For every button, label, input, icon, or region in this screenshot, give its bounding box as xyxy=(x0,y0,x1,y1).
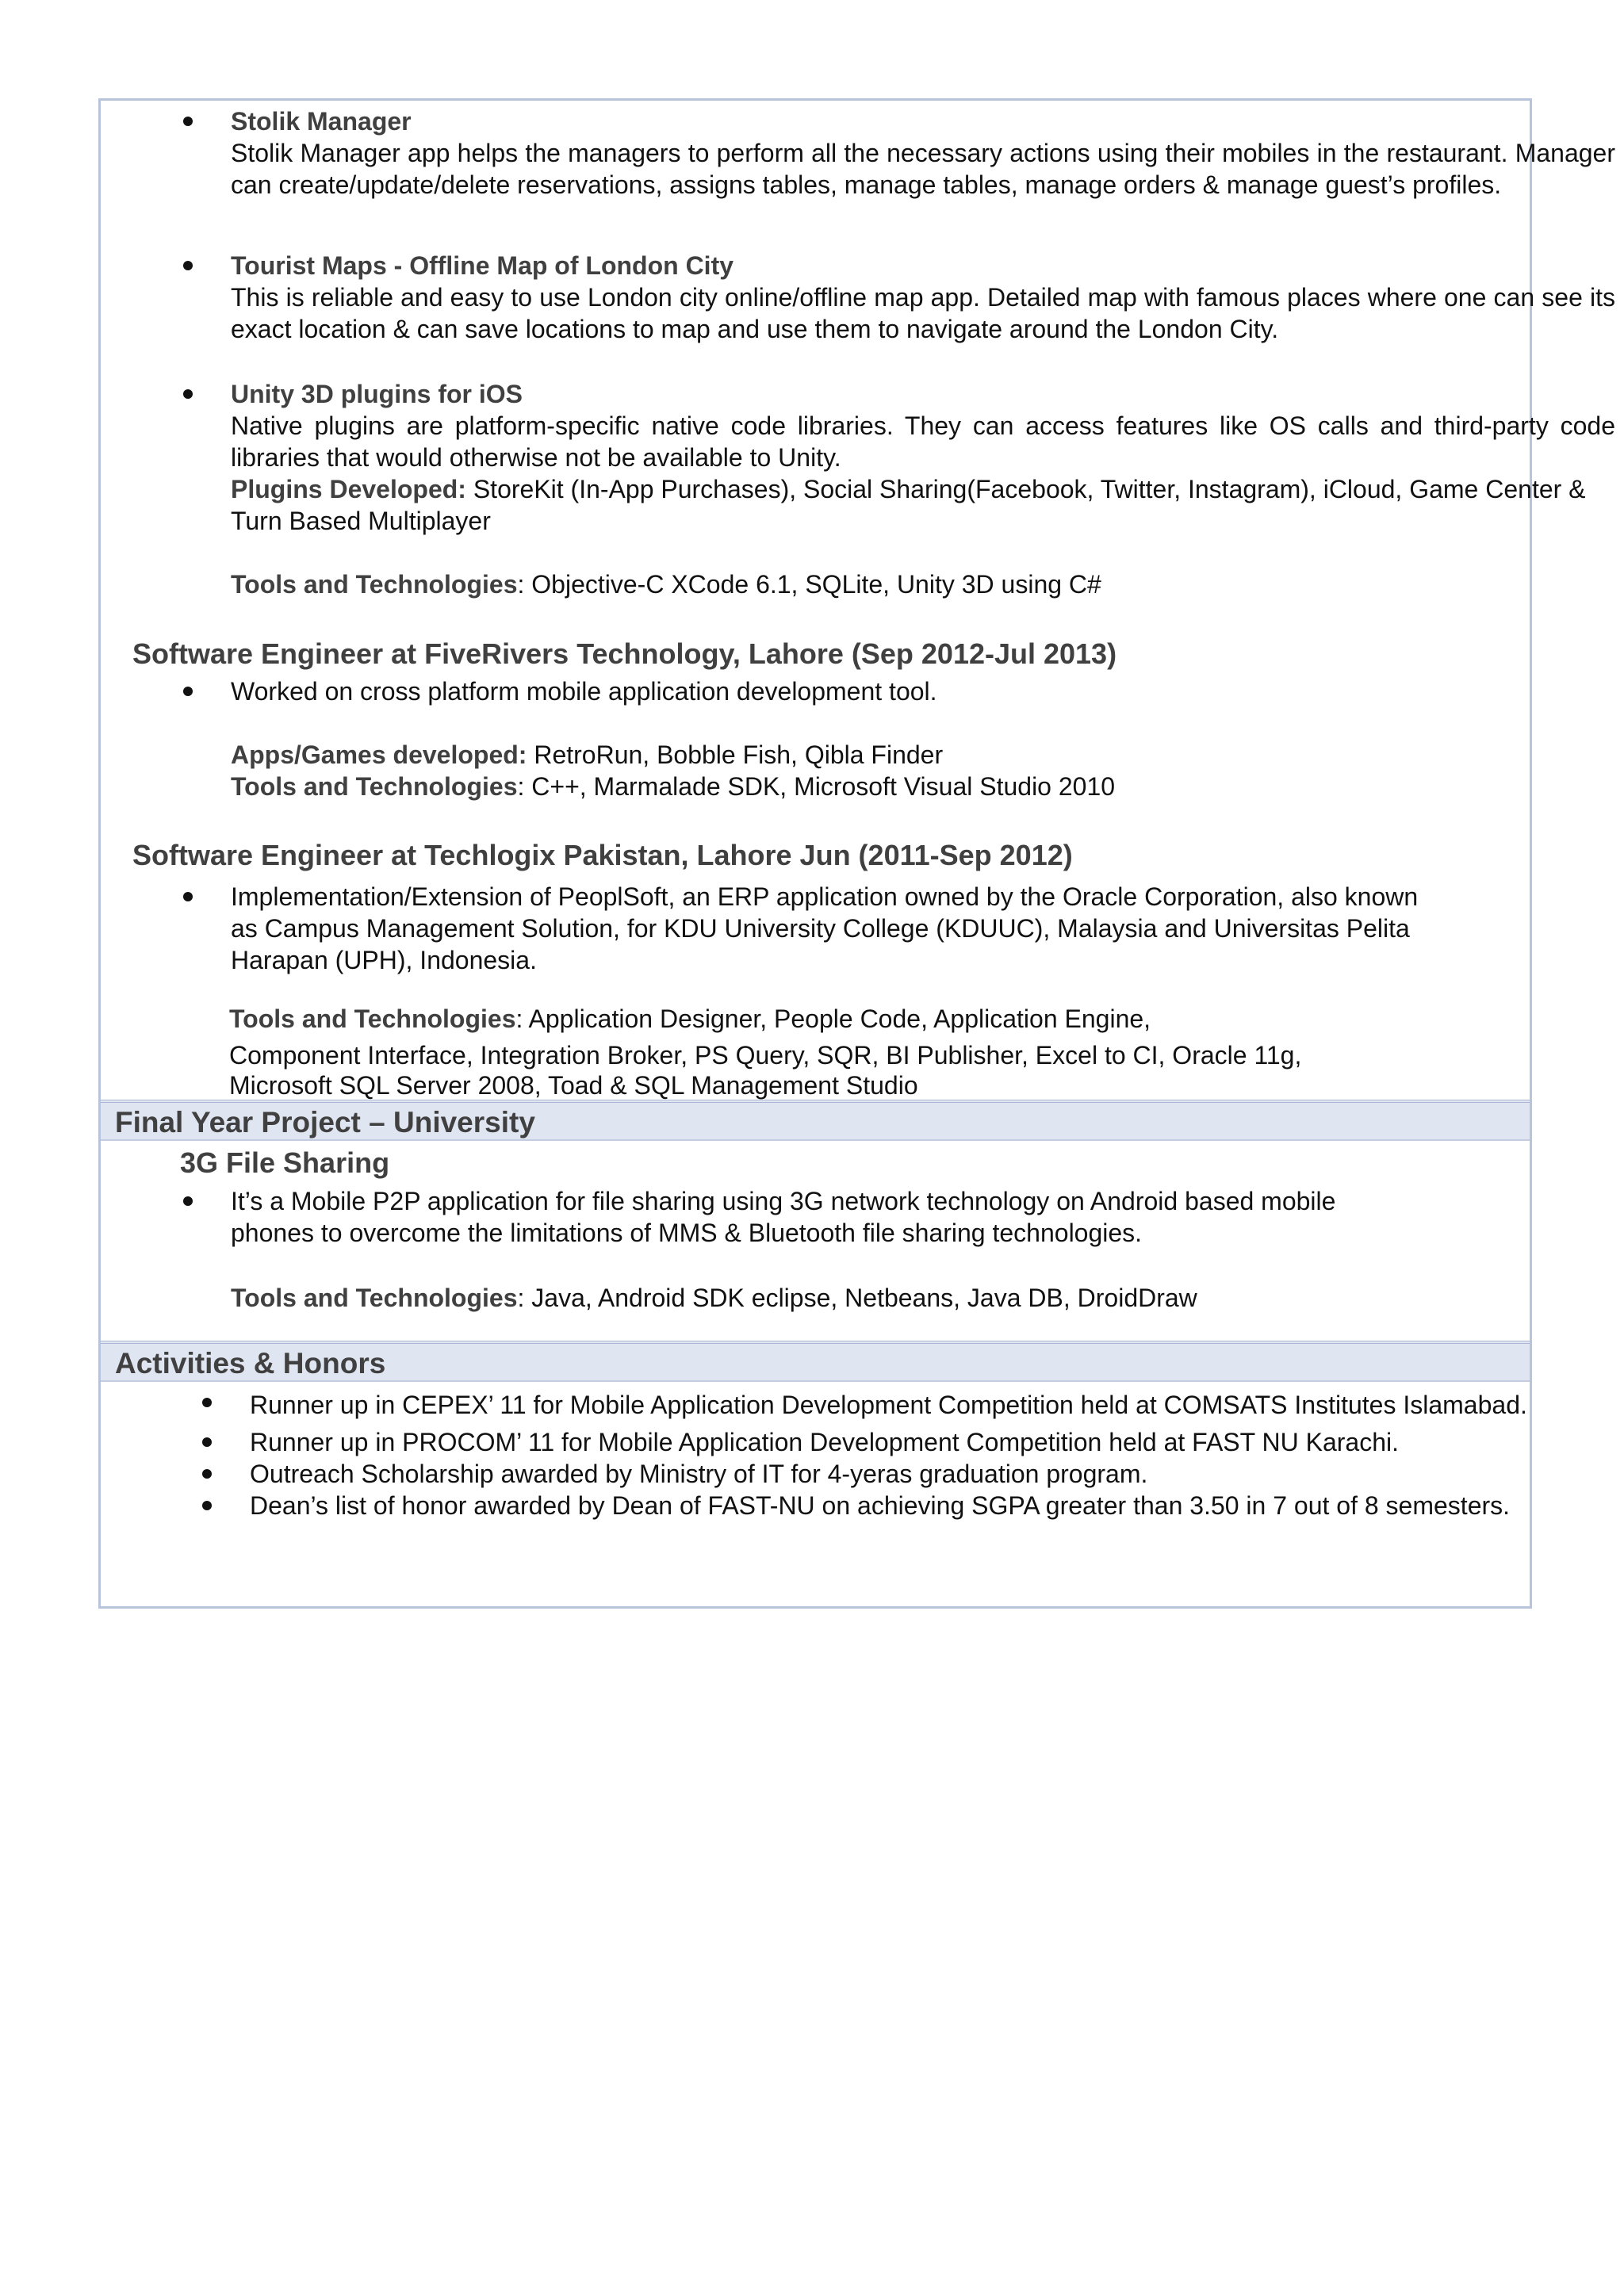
job-techlogix-bullet xyxy=(231,881,1624,976)
job-bullet-text: Worked on cross platform mobile application development tool. xyxy=(231,677,937,706)
tools-value: : C++, Marmalade SDK, Microsoft Visual Studio 2010 xyxy=(517,772,1116,801)
activities-honors-section xyxy=(101,1382,1530,1606)
fyp-bullet xyxy=(231,1185,1615,1249)
fyp-bullet-line: phones to overcome the limitations of MMS & Bluetooth file sharing technologies. xyxy=(231,1219,1143,1247)
project-description: Stolik Manager app helps the managers to perform all the necessary actions using their mobiles in the restaurant. Manager can create/update/delete reservations, assigns tables, manage tables, manage orders & manage guest’s profiles. xyxy=(231,139,1615,199)
honor-item xyxy=(250,1426,1603,1458)
tools-line: Component Interface, Integration Broker, PS Query, SQR, BI Publisher, Excel to CI, Oracle 11g, xyxy=(229,1041,1302,1070)
job-bullet-line: Implementation/Extension of PeoplSoft, an ERP application owned by the Oracle Corporation, also known xyxy=(231,882,1419,911)
bullet-icon xyxy=(183,117,193,126)
honor-text: Runner up in CEPEX’ 11 for Mobile Application Development Competition held at COMSATS Institutes Islamabad. xyxy=(250,1391,1527,1419)
section-header-final-year-project: Final Year Project – University xyxy=(101,1100,1530,1141)
project-description: This is reliable and easy to use London city online/offline map app. Detailed map with famous places where one can see its exact location & can save locations to map and use them to navigate around the London City. xyxy=(231,283,1615,343)
resume-frame xyxy=(98,98,1615,1609)
honor-text: Outreach Scholarship awarded by Ministry of IT for 4-yeras graduation program. xyxy=(250,1460,1148,1488)
apps-developed xyxy=(231,739,943,771)
tools-label: Tools and Technologies xyxy=(231,772,518,801)
tools-label: Tools and Technologies xyxy=(231,1284,518,1312)
final-year-project-section xyxy=(101,1141,1530,1341)
project-tourist-maps xyxy=(231,250,1615,345)
honor-text: Dean’s list of honor awarded by Dean of FAST-NU on achieving SGPA greater than 3.50 in 7 out of 8 semesters. xyxy=(250,1491,1511,1520)
bullet-icon xyxy=(183,1196,193,1206)
project-description: Native plugins are platform-specific native code libraries. They can access features like OS calls and third-party code libraries that would otherwise not be available to Unity. xyxy=(231,411,1615,472)
tools-line: Microsoft SQL Server 2008, Toad & SQL Management Studio xyxy=(229,1071,918,1100)
tools-technologies xyxy=(231,771,1115,802)
project-unity-plugins xyxy=(231,378,1615,537)
tools-value: : Java, Android SDK eclipse, Netbeans, Java DB, DroidDraw xyxy=(517,1284,1197,1312)
bullet-icon xyxy=(183,687,193,696)
job-heading-techlogix: Software Engineer at Techlogix Pakistan, Lahore Jun (2011-Sep 2012) xyxy=(132,839,1073,871)
honor-item xyxy=(250,1458,1603,1490)
tools-technologies xyxy=(231,1282,1197,1314)
experience-section xyxy=(101,101,1615,1100)
tools-value: : Application Designer, People Code, Application Engine, xyxy=(515,1004,1151,1033)
plugins-label: Plugins Developed: xyxy=(231,475,466,503)
project-stolik-manager xyxy=(231,105,1615,201)
tools-technologies xyxy=(231,568,1101,600)
fyp-bullet-line: It’s a Mobile P2P application for file sharing using 3G network technology on Android based mobile xyxy=(231,1187,1336,1215)
job-heading-fiverivers: Software Engineer at FiveRivers Technology, Lahore (Sep 2012-Jul 2013) xyxy=(132,637,1117,670)
bullet-icon xyxy=(202,1398,212,1407)
tools-technologies xyxy=(229,1003,1151,1035)
bullet-icon xyxy=(202,1501,212,1510)
job-fiverivers-bullet xyxy=(231,675,1615,707)
project-title: Tourist Maps - Offline Map of London City xyxy=(231,251,734,280)
job-bullet-line: Harapan (UPH), Indonesia. xyxy=(231,946,537,974)
plugins-value: StoreKit (In-App Purchases), Social Sharing(Facebook, Twitter, Instagram), iCloud, Game Center & Turn Based Multiplayer xyxy=(231,475,1586,535)
tools-label: Tools and Technologies xyxy=(231,570,518,599)
honor-text: Runner up in PROCOM’ 11 for Mobile Application Development Competition held at FAST NU Karachi. xyxy=(250,1428,1399,1456)
bullet-icon xyxy=(183,892,193,901)
tools-value: : Objective-C XCode 6.1, SQLite, Unity 3D using C# xyxy=(517,570,1101,599)
project-title: Unity 3D plugins for iOS xyxy=(231,380,523,408)
bullet-icon xyxy=(202,1469,212,1479)
job-bullet-line: as Campus Management Solution, for KDU University College (KDUUC), Malaysia and Universitas Pelita xyxy=(231,914,1410,943)
fyp-project-title: 3G File Sharing xyxy=(180,1146,390,1179)
tools-label: Tools and Technologies xyxy=(229,1004,516,1033)
honors-list xyxy=(250,1387,1603,1521)
apps-label: Apps/Games developed: xyxy=(231,740,527,769)
bullet-icon xyxy=(202,1437,212,1447)
bullet-icon xyxy=(183,389,193,399)
bullet-icon xyxy=(183,261,193,270)
apps-value: RetroRun, Bobble Fish, Qibla Finder xyxy=(527,740,944,769)
honor-item xyxy=(250,1490,1603,1521)
plugins-developed xyxy=(231,473,1615,537)
honor-item xyxy=(250,1387,1603,1423)
project-title: Stolik Manager xyxy=(231,107,412,136)
section-header-activities-honors: Activities & Honors xyxy=(101,1341,1530,1382)
